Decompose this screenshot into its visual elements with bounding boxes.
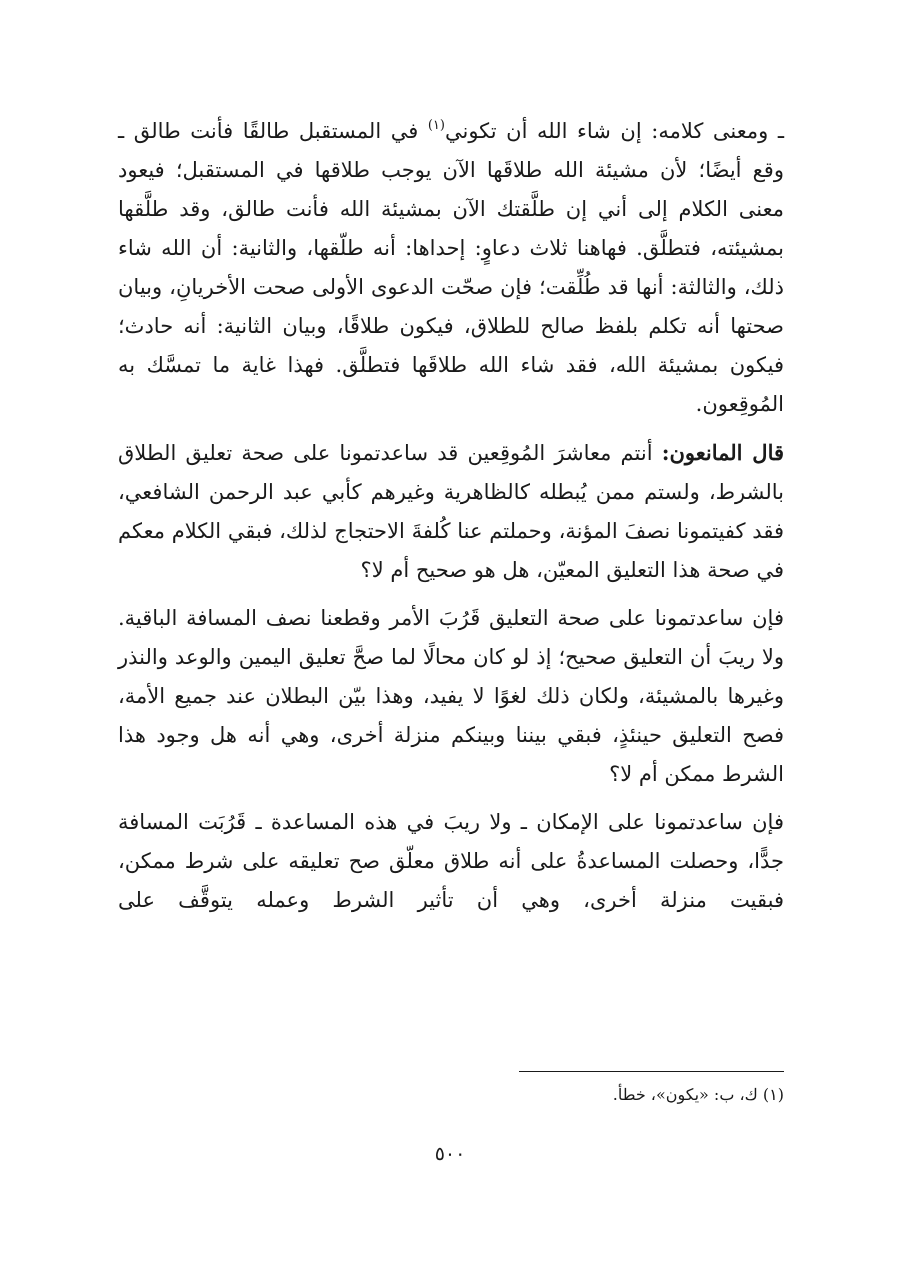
page-number: ٥٠٠ xyxy=(434,1143,466,1165)
footnote-reference: (١) xyxy=(427,118,445,133)
speaker-label: قال المانعون: xyxy=(661,440,785,465)
paragraph-3: فإن ساعدتمونا على صحة التعليق قَرُبَ الأمر وقطعنا نصف المسافة الباقية. ولا ريبَ أن التعليق صحيح؛ إذ لو كان محالًا لما صحَّ تعليق اليمين والوعد والنذر وغيرها بالمشيئة، ولكان ذلك لغوًا لا يفيد، وهذا بيّن البطلان عند جميع الأمة، فصح التعليق حينئذٍ، فبقي بيننا وبينكم منزلة أخرى، وهي أنه هل وجود هذا الشرط ممكن أم لا؟ xyxy=(118,606,784,786)
footnote: (١) ك، ب: «يكون»، خطأ. xyxy=(612,1085,784,1104)
paragraph-4: فإن ساعدتمونا على الإمكان ـ ولا ريبَ في هذه المساعدة ـ قَرُبَت المسافة جدًّا، وحصلت المساعدةُ على أنه طلاق معلّق صح تعليقه على شرط ممكن، فبقيت منزلة أخرى، وهي أن تأثير الشرط وعمله يتوقَّف على xyxy=(118,810,784,912)
paragraph-2-text: أنتم معاشرَ المُوقِعين قد ساعدتمونا على صحة تعليق الطلاق بالشرط، ولستم ممن يُبطله كالظاهرية وغيرهم كأبي عبد الرحمن الشافعي، فقد كفيتمونا نصفَ المؤنة، وحملتم عنا كُلفةَ الاحتجاج لذلك، فبقي الكلام معكم في صحة هذا التعليق المعيّن، هل هو صحيح أم لا؟ xyxy=(118,441,784,582)
paragraph-1-start: ـ ومعنى كلامه: إن شاء الله أن تكوني xyxy=(444,119,784,143)
paragraph-2 xyxy=(118,433,784,590)
paragraph-1-rest: في المستقبل طالقًا فأنت طالق ـ وقع أيضًا؛ لأن مشيئة الله طلاقَها الآن يوجب طلاقها في المستقبل؛ فيعود معنى الكلام إلى أني إن طلَّقتك الآن بمشيئة الله فأنت طالق، وقد طلَّقها بمشيئته، فتطلَّق. فهاهنا ثلاث دعاوٍ: إحداها: أنه طلّقها، والثانية: أن الله شاء ذلك، والثالثة: أنها قد طُلِّقت؛ فإن صحّت الدعوى الأولى صحت الأخريانِ، وبيان صحتها أنه تكلم بلفظ صالح للطلاق، فيكون طلاقًا، وبيان الثانية: أنه حادث؛ فيكون بمشيئة الله، فقد شاء الله طلاقَها فتطلَّق. فهذا غاية ما تمسَّك به المُوقِعون. xyxy=(118,119,784,416)
footnote-divider xyxy=(519,1071,784,1072)
paragraph-1 xyxy=(118,112,784,424)
main-text-block xyxy=(118,112,784,920)
